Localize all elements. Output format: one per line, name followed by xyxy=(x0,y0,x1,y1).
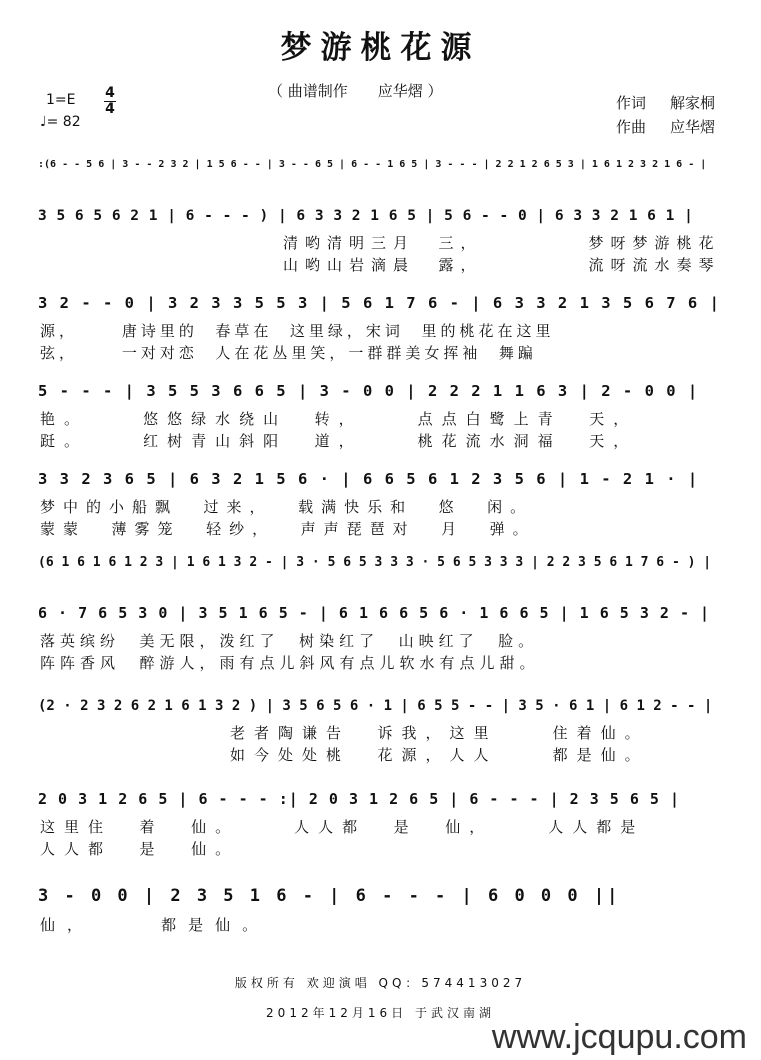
lyric-verse-2: 山哟山岩滴晨 露， 流呀流水奏琴 xyxy=(283,256,721,274)
notation-line: (6 1 6 1 6 1 2 3 | 1 6 1 3 2 - | 3 · 5 6 5 3 3 3 · 5 6 5 3 3 3 | 2 2 3 5 6 1 7 6 - ) | xyxy=(38,555,712,570)
copyright-line: 版权所有 欢迎演唱 QQ：574413027 xyxy=(234,976,527,990)
notation-line: 5 - - - | 3 5 5 3 6 6 5 | 3 - 0 0 | 2 2 2 1 1 6 3 | 2 - 0 0 | xyxy=(38,382,699,400)
lyric-verse-1: 这里住 着 仙。 人人都 是 仙， 人人都是 xyxy=(40,818,645,836)
lyric-verse-1: 梦中的小船飘 过来， 载满快乐和 悠 闲。 xyxy=(40,498,534,516)
notation-line: 3 3 2 3 6 5 | 6 3 2 1 5 6 · | 6 6 5 6 1 2 3 5 6 | 1 - 2 1 · | xyxy=(38,470,699,488)
lyric-verse-1: 清哟清明三月 三， 梦呀梦游桃花 xyxy=(283,234,721,252)
lyric-verse-2: 如今处处桃 花源，人人 都是仙。 xyxy=(230,746,649,764)
lyric-verse-1: 仙， 都是仙。 xyxy=(40,916,270,934)
site-watermark: www.jcqupu.com xyxy=(491,1018,747,1056)
date-location-line: 2012年12月16日 于武汉南湖 xyxy=(266,1006,495,1020)
lyric-verse-2: 人人都 是 仙。 xyxy=(40,840,240,858)
lyric-verse-1: 老者陶谦告 诉我，这里 住着仙。 xyxy=(230,724,649,742)
lyric-verse-2: 阵阵香风 醉游人，雨有点儿斜风有点儿软水有点儿甜。 xyxy=(40,654,540,672)
lyricist-name: 解家桐 xyxy=(670,94,716,112)
meter-bottom: 4 xyxy=(105,101,115,117)
composer-name: 应华熠 xyxy=(670,118,716,136)
lyric-verse-2: 跹。 红树青山斜阳 道， 桃花流水洞福 天， xyxy=(40,432,638,450)
notation-line: 2 0 3 1 2 6 5 | 6 - - - :| 2 0 3 1 2 6 5 | 6 - - - | 2 3 5 6 5 | xyxy=(38,790,680,808)
time-signature xyxy=(104,86,116,117)
lyric-verse-1: 源， 唐诗里的 春草在 这里绿，宋词 里的桃花在这里 xyxy=(40,322,555,340)
lyric-verse-2: 弦， 一对对恋 人在花丛里笑，一群群美女挥袖 舞蹁 xyxy=(40,344,537,362)
key-signature: 1=E xyxy=(46,92,76,108)
lyric-verse-1: 艳。 悠悠绿水绕山 转， 点点白鹭上青 天， xyxy=(40,410,638,428)
notation-line: :(6 - - 5 6 | 3 - - 2 3 2 | 1 5 6 - - | 3 - - 6 5 | 6 - - 1 6 5 | 3 - - - | 2 2 1 2 6 5 3 | 1 6 1 2 3 2 1 6 - | xyxy=(38,159,707,170)
meter-top: 4 xyxy=(105,85,115,101)
lyricist-credit xyxy=(616,92,715,113)
lyricist-label: 作词 xyxy=(616,94,647,112)
composer-credit xyxy=(616,116,715,137)
notation-line: 3 - 0 0 | 2 3 5 1 6 - | 6 - - - | 6 0 0 0 || xyxy=(38,886,621,906)
lyric-verse-1: 落英缤纷 美无限，泼红了 树染红了 山映红了 脸。 xyxy=(40,632,539,650)
song-title: 梦游桃花源 xyxy=(280,30,481,66)
tempo-mark: ♩= 82 xyxy=(40,114,81,130)
lyric-verse-2: 蒙蒙 薄雾笼 轻纱， 声声琵琶对 月 弹。 xyxy=(40,520,536,538)
composer-label: 作曲 xyxy=(616,118,647,136)
notation-line: 6 · 7 6 5 3 0 | 3 5 1 6 5 - | 6 1 6 6 5 6 · 1 6 6 5 | 1 6 5 3 2 - | xyxy=(38,604,711,622)
score-maker-note: （ 曲谱制作 应华熠 ） xyxy=(268,82,443,100)
notation-line: 3 5 6 5 6 2 1 | 6 - - - ) | 6 3 3 2 1 6 5 | 5 6 - - 0 | 6 3 3 2 1 6 1 | xyxy=(38,208,694,224)
notation-line: (2 · 2 3 2 6 2 1 6 1 3 2 ) | 3 5 6 5 6 · 1 | 6 5 5 - - | 3 5 · 6 1 | 6 1 2 - - | xyxy=(38,698,713,714)
notation-line: 3 2 - - 0 | 3 2 3 3 5 5 3 | 5 6 1 7 6 - | 6 3 3 2 1 3 5 6 7 6 | xyxy=(38,294,721,312)
